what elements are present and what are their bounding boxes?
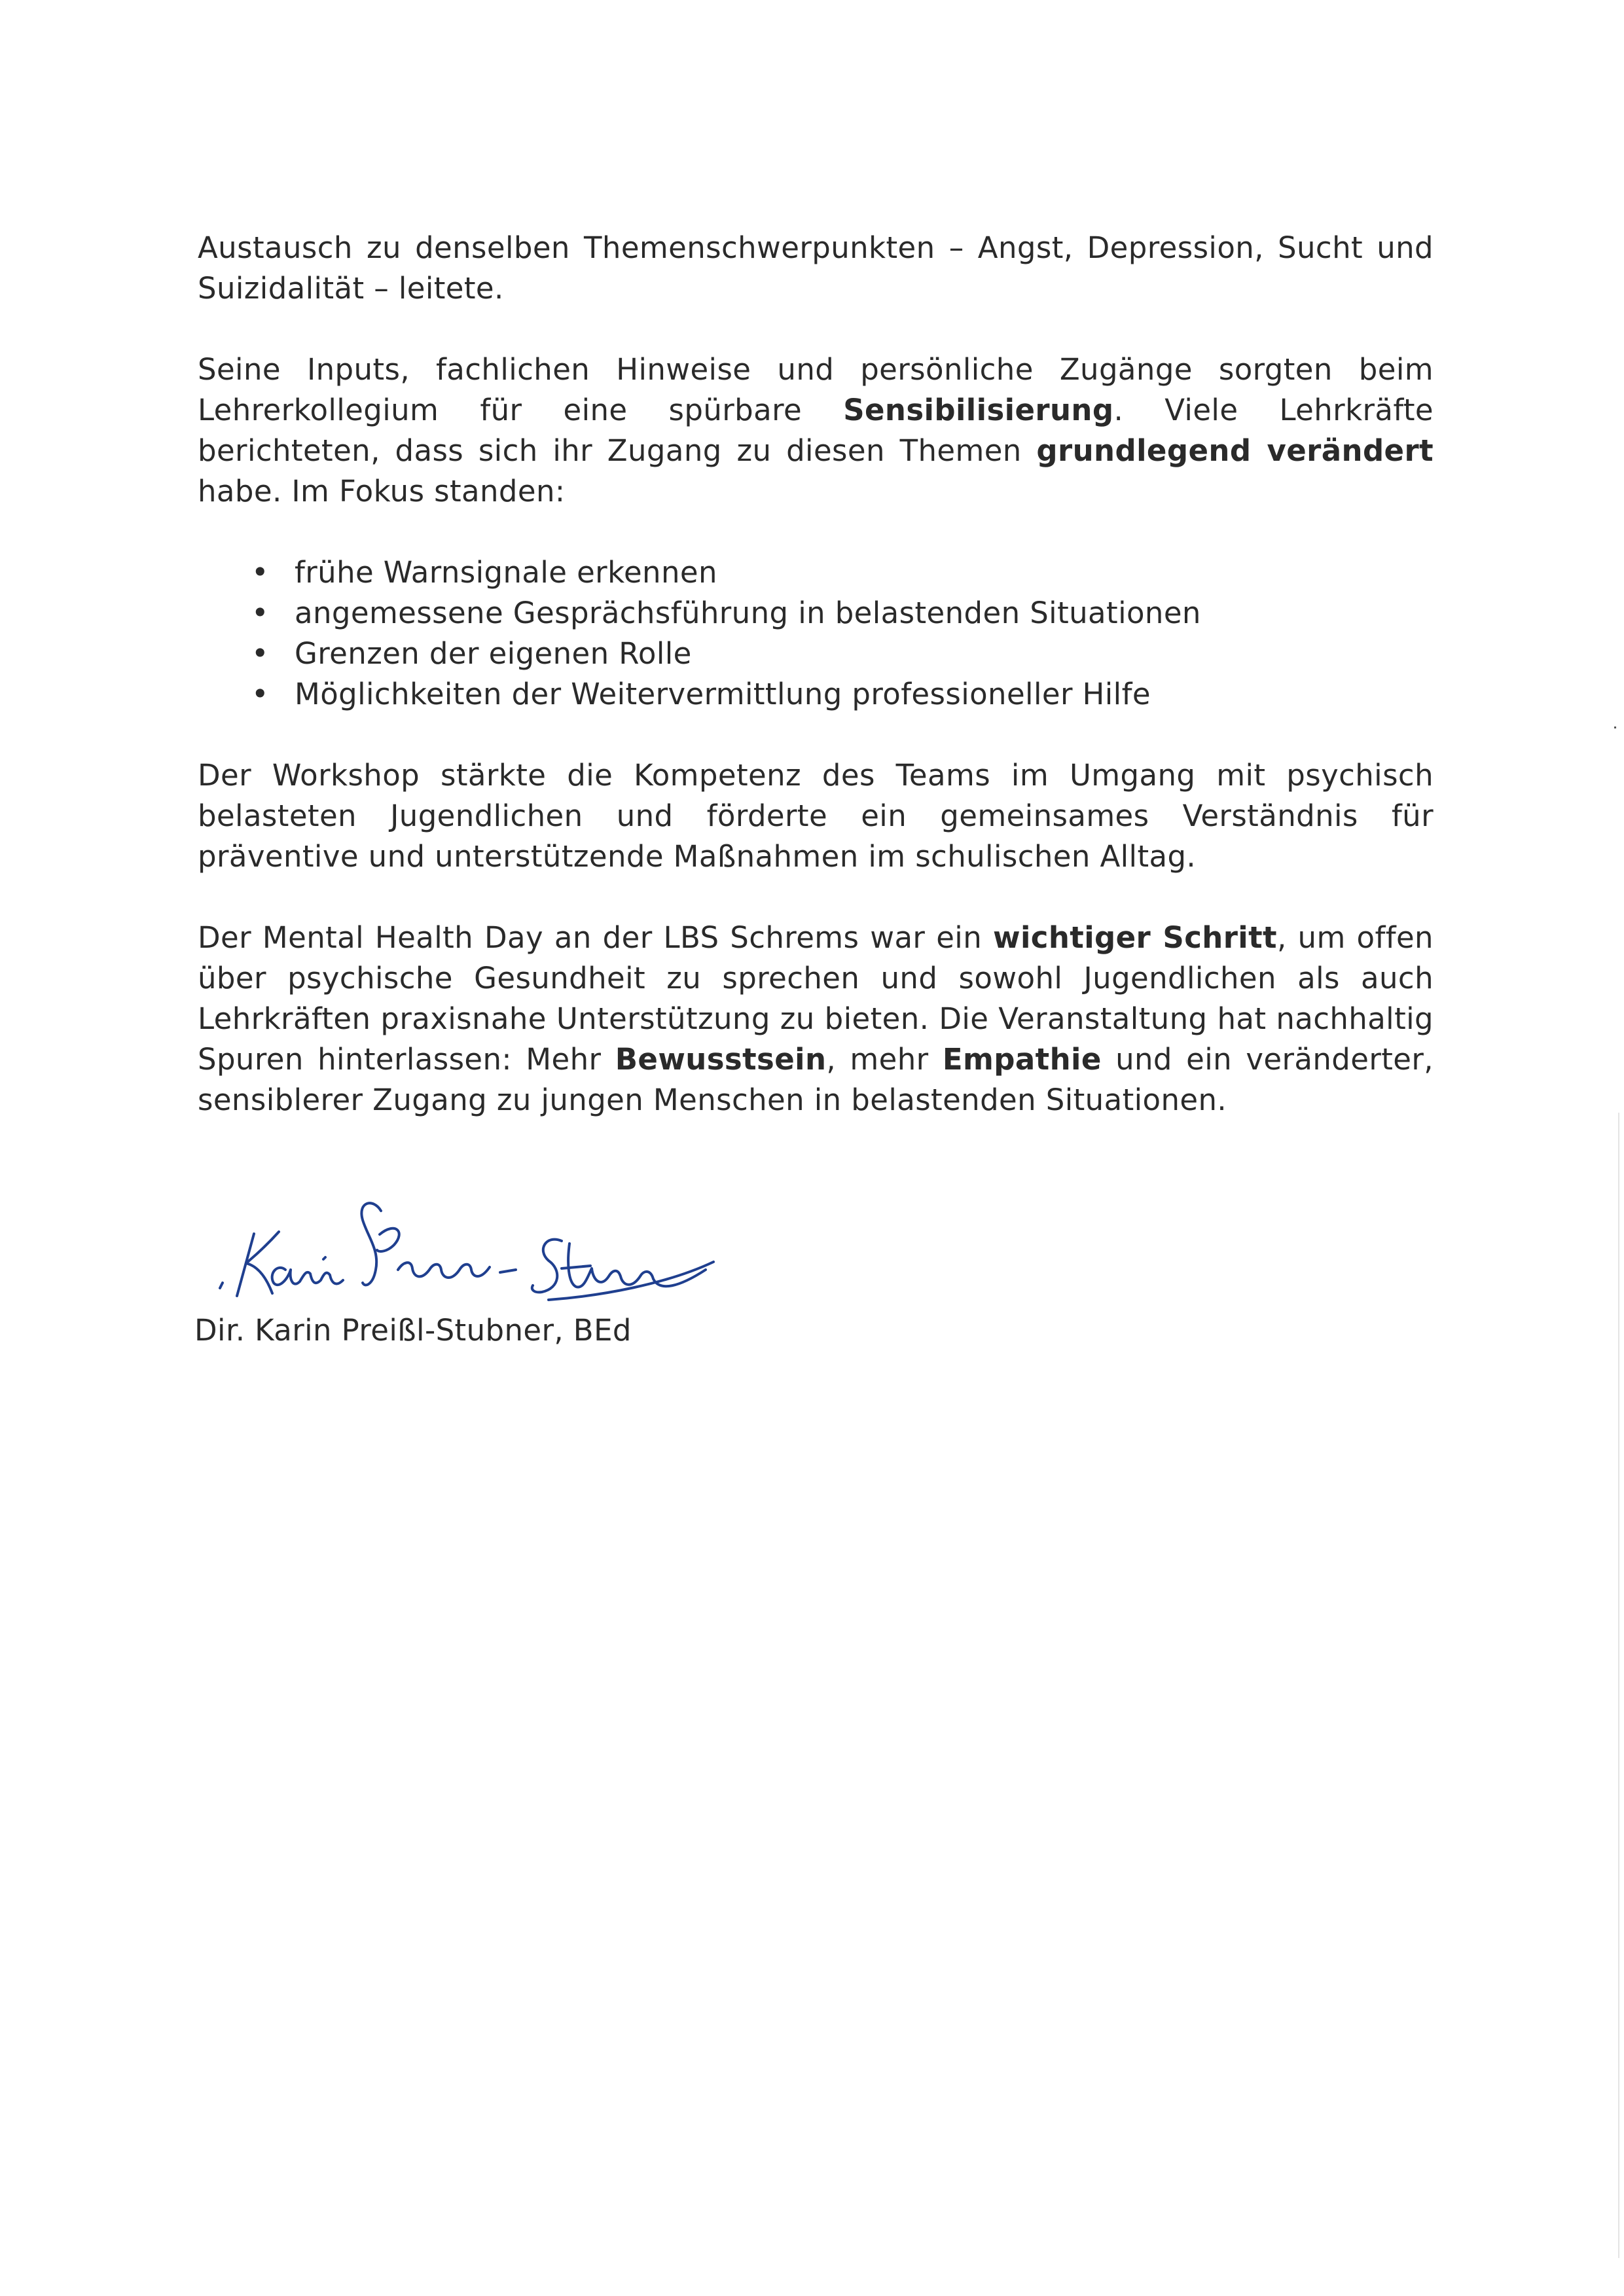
signature-stroke [398,1263,490,1278]
signature-stroke [377,1229,399,1251]
paragraph-text: . Viele Lehrkräfte berichteten, dass sich ihr Zugang zu diesen Themen [198,393,1434,468]
handwritten-signature [208,1172,719,1329]
paragraph-conclusion [198,918,1434,1121]
paragraph-text: und ein veränderter, sensiblerer Zugang zu jungen Menschen in belastenden Situationen. [198,1042,1434,1117]
signature-stroke [361,1203,381,1285]
paragraph-text: Der Workshop stärkte die Kompetenz des Teams im Umgang mit psychisch belasteten Jugendlichen und förderte ein gemeinsames Verständnis für präventive und unterstützende Maßnahmen im schulischen Alltag. [198,758,1434,874]
paragraph-text: Der Mental Health Day an der LBS Schrems war ein [198,920,993,955]
paragraph-intro [198,228,1434,309]
signature-stroke [323,1257,325,1259]
signer-name: Dir. Karin Preißl-Stubner, BEd [194,1313,632,1348]
paragraph-text: , um offen über psychische Gesundheit zu sprechen und sowohl Jugendlichen als auch Lehrkräften praxisnahe Unterstützung zu bieten. Die Veranstaltung hat nachhaltig Spuren hinterlassen: Mehr [198,920,1434,1077]
emphasis-empathie: Empathie [942,1042,1102,1077]
list-item-text: Möglichkeiten der Weitervermittlung professioneller Hilfe [295,677,1151,711]
emphasis-bewusstsein: Bewusstsein [615,1042,827,1077]
scan-edge-line [1618,1113,1619,2258]
paragraph-text: , mehr [826,1042,943,1077]
list-item [198,634,1434,674]
emphasis-grundlegend-veraendert: grundlegend verändert [1036,433,1434,468]
emphasis-sensibilisierung: Sensibilisierung [843,393,1114,427]
paragraph-text: Austausch zu denselben Themenschwerpunkten – Angst, Depression, Sucht und Suizidalität – leitete. [198,230,1434,306]
signature-stroke [532,1240,562,1293]
list-item [198,674,1434,715]
focus-list [198,552,1434,715]
scan-edge-mark [1614,726,1616,728]
paragraph-workshop [198,755,1434,877]
list-item-text: frühe Warnsignale erkennen [295,555,717,590]
bullet-icon: • [251,596,269,630]
letter-body [198,228,1434,1121]
bullet-icon: • [251,636,269,671]
list-item-text: Grenzen der eigenen Rolle [295,636,692,671]
signature-stroke [272,1268,343,1285]
signature-tick [220,1283,223,1288]
paragraph-text: habe. Im Fokus standen: [198,474,566,509]
bullet-icon: • [251,677,269,711]
signature-stroke [500,1270,516,1272]
list-item-text: angemessene Gesprächsführung in belastenden Situationen [295,596,1201,630]
signature-stroke [562,1266,590,1268]
paragraph-sensitization [198,350,1434,512]
list-item [198,593,1434,634]
list-item [198,552,1434,593]
signature-strokes [220,1203,713,1300]
bullet-icon: • [251,555,269,590]
emphasis-wichtiger-schritt: wichtiger Schritt [992,920,1277,955]
paragraph-text: Seine Inputs, fachlichen Hinweise und persönliche Zugänge sorgten beim Lehrerkollegium für eine spürbare [198,352,1434,427]
